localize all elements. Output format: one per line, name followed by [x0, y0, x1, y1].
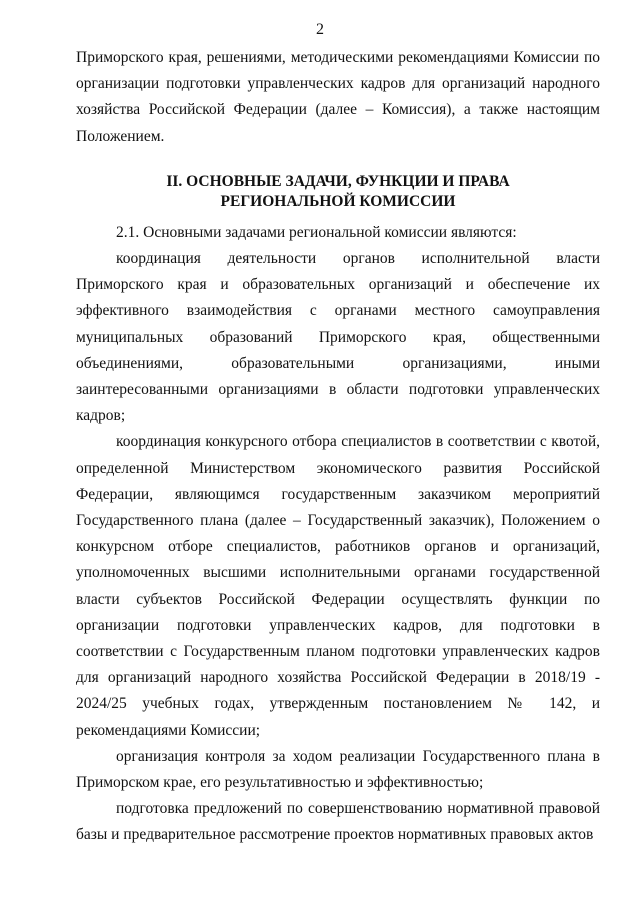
paragraph-coordination-selection: координация конкурсного отбора специалистов в соответствии с квотой, определенной Министерством экономического развития Российской Федерации, являющимся государственным заказчиком мероприятий Государственного плана (далее – Государственный заказчик), Положением о конкурсном отборе специалистов, работников органов и организаций, уполномоченных высшими исполнительными органами государственной власти субъектов Российской Федерации осуществлять функции по организации подготовки управленческих кадров, для подготовки в соответствии с Государственным планом подготовки управленческих кадров для организаций народного хозяйства Российской Федерации в 2018/19 - 2024/25 учебных годах, утвержденным постановлением № 142, и рекомендациями Комиссии;	[76, 433, 600, 739]
paragraph-control: организация контроля за ходом реализации Государственного плана в Приморском крае, его результативностью и эффективностью;	[76, 747, 600, 792]
document-body	[76, 45, 600, 849]
paragraph-continuation: Приморского края, решениями, методическими рекомендациями Комиссии по организации подготовки управленческих кадров для организаций народного хозяйства Российской Федерации (далее – Комиссия), а также настоящим Положением.	[76, 49, 600, 145]
section-heading-line-1: II. ОСНОВНЫЕ ЗАДАЧИ, ФУНКЦИИ И ПРАВА	[166, 172, 510, 190]
section-heading	[76, 172, 600, 212]
page-number: 2	[316, 21, 324, 38]
paragraph-coordination-bodies: координация деятельности органов исполнительной власти Приморского края и образовательных организаций и обеспечение их эффективного взаимодействия с органами местного самоуправления муниципальных образований Приморского края, общественными объединениями, образовательными организациями, иными заинтересованными организациями в области подготовки управленческих кадров;	[76, 250, 600, 425]
section-heading-line-2: РЕГИОНАЛЬНОЙ КОМИССИИ	[220, 192, 456, 210]
paragraph-proposals: подготовка предложений по совершенствованию нормативной правовой базы и предварительное рассмотрение проектов нормативных правовых актов	[76, 800, 600, 844]
paragraph-2-1: 2.1. Основными задачами региональной комиссии являются:	[116, 223, 517, 241]
